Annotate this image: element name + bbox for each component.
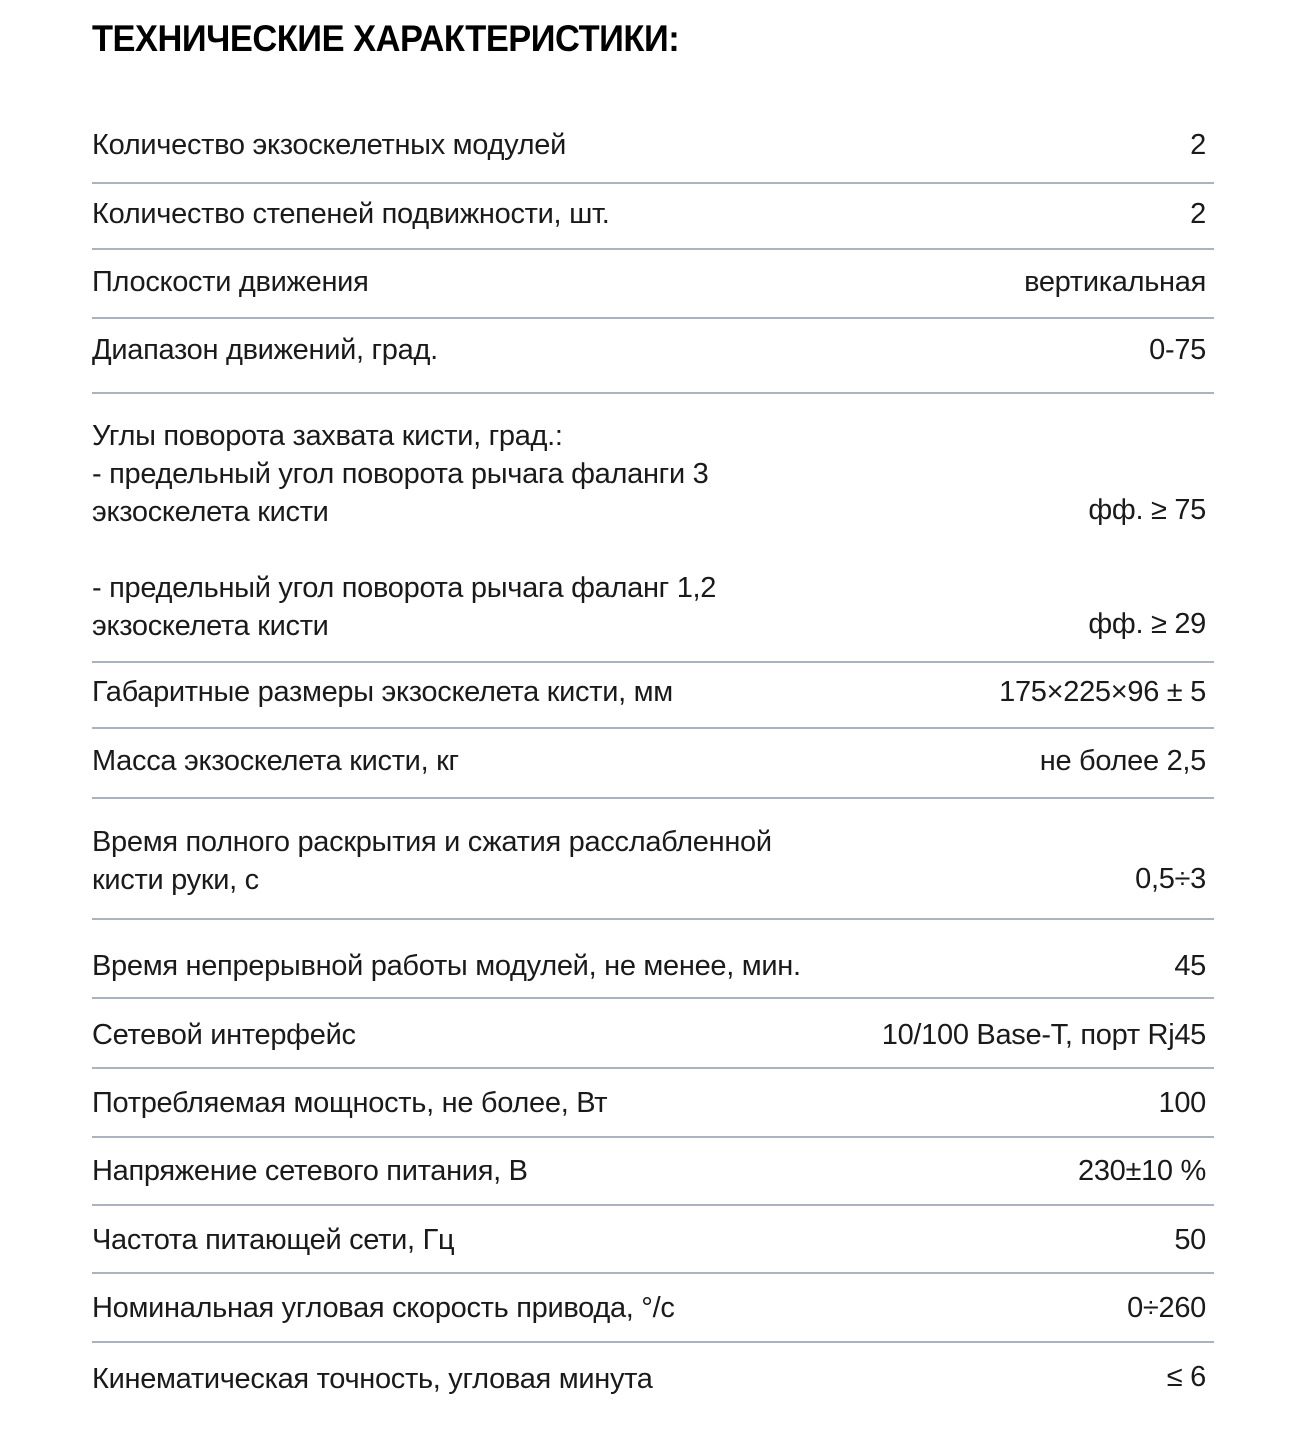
divider [92,182,1214,184]
spec-value: 10/100 Base-T, порт Rj45 [881,1019,1206,1051]
spec-label: Габаритные размеры экзоскелета кисти, мм [92,676,673,708]
spec-sublabel-line1: - предельный угол поворота рычага фаланг 1,2 [92,572,717,604]
spec-label: Потребляемая мощность, не более, Вт [92,1087,608,1119]
spec-label: Частота питающей сети, Гц [92,1224,455,1256]
divider [92,797,1214,799]
spec-label: Плоскости движения [92,266,369,298]
spec-label: Напряжение сетевого питания, В [92,1155,528,1187]
spec-sublabel-line2: экзоскелета кисти [92,496,329,528]
spec-value: не более 2,5 [1039,745,1206,777]
spec-sublabel-line1: - предельный угол поворота рычага фаланги 3 [92,458,709,490]
divider [92,727,1214,729]
divider [92,1067,1214,1069]
spec-subvalue: фф. ≥ 29 [1088,608,1206,640]
spec-label: Время непрерывной работы модулей, не менее, мин. [92,950,801,982]
spec-value: 2 [1190,129,1206,161]
spec-value: 50 [1174,1224,1206,1256]
spec-label-line2: кисти руки, с [92,864,259,896]
spec-value: 45 [1174,950,1206,982]
spec-label: Количество экзоскелетных модулей [92,129,567,161]
spec-value: 0,5÷3 [1135,863,1206,895]
spec-value: вертикальная [1024,266,1206,298]
spec-value: 230±10 % [1077,1155,1206,1187]
spec-value: 100 [1158,1087,1206,1119]
divider [92,248,1214,250]
divider [92,661,1214,663]
divider [92,1341,1214,1343]
page-title: ТЕХНИЧЕСКИЕ ХАРАКТЕРИСТИКИ: [92,18,680,59]
spec-label: Сетевой интерфейс [92,1019,356,1051]
divider [92,1136,1214,1138]
divider [92,1272,1214,1274]
spec-label: Масса экзоскелета кисти, кг [92,745,459,777]
divider [92,997,1214,999]
spec-value: 2 [1190,198,1206,230]
spec-label-line1: Время полного раскрытия и сжатия расслабленной [92,826,772,858]
spec-label: Диапазон движений, град. [92,334,438,366]
divider [92,1204,1214,1206]
spec-value: ≤ 6 [1166,1361,1206,1393]
spec-label: Углы поворота захвата кисти, град.: [92,420,563,452]
spec-label: Номинальная угловая скорость привода, °/с [92,1292,675,1324]
spec-label: Количество степеней подвижности, шт. [92,198,610,230]
divider [92,317,1214,319]
spec-value: 0-75 [1149,334,1206,366]
spec-value: 0÷260 [1127,1292,1206,1324]
divider [92,918,1214,920]
spec-value: 175×225×96 ± 5 [999,676,1206,708]
spec-label: Кинематическая точность, угловая минута [92,1363,653,1395]
spec-sublabel-line2: экзоскелета кисти [92,610,329,642]
divider [92,392,1214,394]
spec-subvalue: фф. ≥ 75 [1088,494,1206,526]
